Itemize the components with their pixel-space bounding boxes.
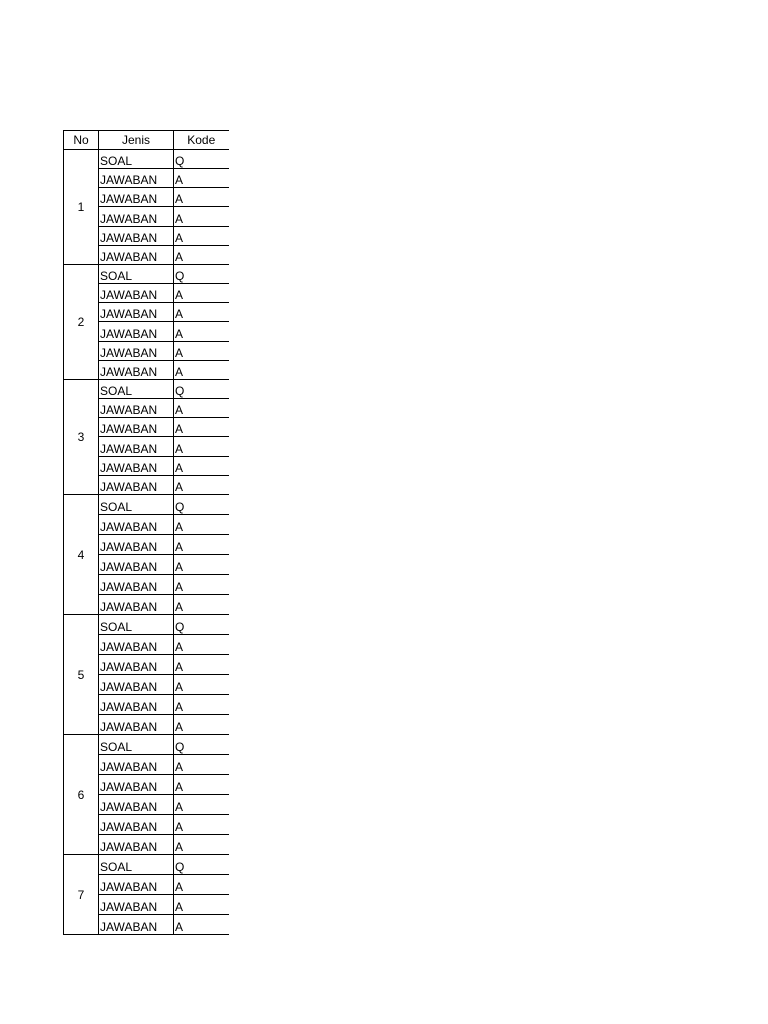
cell-no[interactable]: 2 [64, 265, 99, 380]
cell-jenis[interactable]: JAWABAN [99, 342, 174, 361]
cell-jenis[interactable]: JAWABAN [99, 695, 174, 715]
cell-jenis[interactable]: JAWABAN [99, 437, 174, 457]
cell-kode[interactable]: Q [174, 855, 229, 875]
cell-jenis[interactable]: JAWABAN [99, 755, 174, 775]
cell-kode[interactable]: Q [174, 380, 229, 399]
header-jenis[interactable]: Jenis [99, 131, 174, 150]
cell-kode[interactable]: A [174, 303, 229, 322]
cell-jenis[interactable]: JAWABAN [99, 715, 174, 735]
cell-jenis[interactable]: JAWABAN [99, 675, 174, 695]
cell-kode[interactable]: A [174, 437, 229, 457]
cell-no[interactable]: 4 [64, 495, 99, 615]
cell-kode[interactable]: A [174, 815, 229, 835]
cell-jenis[interactable]: JAWABAN [99, 188, 174, 207]
cell-jenis[interactable]: JAWABAN [99, 655, 174, 675]
header-row [64, 131, 229, 150]
cell-jenis[interactable]: SOAL [99, 150, 174, 169]
cell-kode[interactable]: A [174, 775, 229, 795]
cell-jenis[interactable]: JAWABAN [99, 635, 174, 655]
cell-jenis[interactable]: JAWABAN [99, 169, 174, 188]
cell-kode[interactable]: A [174, 515, 229, 535]
cell-no[interactable]: 1 [64, 150, 99, 265]
cell-jenis[interactable]: SOAL [99, 265, 174, 284]
cell-kode[interactable]: A [174, 227, 229, 246]
cell-kode[interactable]: A [174, 342, 229, 361]
cell-no[interactable]: 3 [64, 380, 99, 495]
cell-jenis[interactable]: SOAL [99, 855, 174, 875]
cell-kode[interactable]: A [174, 575, 229, 595]
cell-kode[interactable]: A [174, 835, 229, 855]
cell-jenis[interactable]: SOAL [99, 735, 174, 755]
cell-no[interactable]: 6 [64, 735, 99, 855]
header-kode[interactable]: Kode [174, 131, 229, 150]
cell-kode[interactable]: Q [174, 495, 229, 515]
cell-jenis[interactable]: JAWABAN [99, 535, 174, 555]
cell-jenis[interactable]: SOAL [99, 380, 174, 399]
cell-jenis[interactable]: JAWABAN [99, 303, 174, 322]
cell-jenis[interactable]: JAWABAN [99, 575, 174, 595]
cell-kode[interactable]: A [174, 555, 229, 575]
cell-jenis[interactable]: JAWABAN [99, 795, 174, 815]
header-no[interactable]: No [64, 131, 99, 150]
cell-kode[interactable]: A [174, 595, 229, 615]
question-answer-table [63, 130, 229, 935]
cell-jenis[interactable]: JAWABAN [99, 399, 174, 418]
cell-jenis[interactable]: SOAL [99, 615, 174, 635]
cell-kode[interactable]: A [174, 715, 229, 735]
cell-jenis[interactable]: JAWABAN [99, 875, 174, 895]
table-row [64, 150, 229, 169]
cell-kode[interactable]: Q [174, 735, 229, 755]
cell-kode[interactable]: A [174, 418, 229, 437]
cell-jenis[interactable]: JAWABAN [99, 361, 174, 380]
cell-kode[interactable]: Q [174, 265, 229, 284]
cell-kode[interactable]: A [174, 188, 229, 207]
cell-kode[interactable]: A [174, 875, 229, 895]
cell-jenis[interactable]: JAWABAN [99, 555, 174, 575]
cell-kode[interactable]: A [174, 361, 229, 380]
table-row [64, 735, 229, 755]
table-row [64, 265, 229, 284]
cell-jenis[interactable]: JAWABAN [99, 595, 174, 615]
cell-kode[interactable]: Q [174, 615, 229, 635]
cell-no[interactable]: 7 [64, 855, 99, 935]
cell-jenis[interactable]: JAWABAN [99, 418, 174, 437]
cell-kode[interactable]: A [174, 207, 229, 227]
cell-jenis[interactable]: JAWABAN [99, 284, 174, 303]
cell-jenis[interactable]: JAWABAN [99, 457, 174, 476]
cell-kode[interactable]: A [174, 169, 229, 188]
cell-jenis[interactable]: JAWABAN [99, 915, 174, 935]
cell-kode[interactable]: A [174, 795, 229, 815]
cell-kode[interactable]: A [174, 755, 229, 775]
cell-kode[interactable]: A [174, 695, 229, 715]
cell-jenis[interactable]: JAWABAN [99, 815, 174, 835]
cell-kode[interactable]: A [174, 322, 229, 342]
cell-kode[interactable]: A [174, 535, 229, 555]
cell-jenis[interactable]: JAWABAN [99, 515, 174, 535]
cell-kode[interactable]: Q [174, 150, 229, 169]
cell-jenis[interactable]: SOAL [99, 495, 174, 515]
cell-kode[interactable]: A [174, 457, 229, 476]
cell-no[interactable]: 5 [64, 615, 99, 735]
cell-kode[interactable]: A [174, 284, 229, 303]
cell-jenis[interactable]: JAWABAN [99, 835, 174, 855]
cell-jenis[interactable]: JAWABAN [99, 895, 174, 915]
cell-kode[interactable]: A [174, 655, 229, 675]
cell-jenis[interactable]: JAWABAN [99, 207, 174, 227]
cell-jenis[interactable]: JAWABAN [99, 775, 174, 795]
cell-kode[interactable]: A [174, 246, 229, 265]
table-row [64, 380, 229, 399]
cell-jenis[interactable]: JAWABAN [99, 476, 174, 495]
cell-kode[interactable]: A [174, 675, 229, 695]
cell-jenis[interactable]: JAWABAN [99, 322, 174, 342]
table-row [64, 855, 229, 875]
cell-jenis[interactable]: JAWABAN [99, 246, 174, 265]
spreadsheet-area [63, 130, 229, 946]
cell-jenis[interactable]: JAWABAN [99, 227, 174, 246]
table-row [64, 495, 229, 515]
cell-kode[interactable]: A [174, 476, 229, 495]
cell-kode[interactable]: A [174, 399, 229, 418]
table-row [64, 615, 229, 635]
cell-kode[interactable]: A [174, 915, 229, 935]
cell-kode[interactable]: A [174, 635, 229, 655]
cell-kode[interactable]: A [174, 895, 229, 915]
